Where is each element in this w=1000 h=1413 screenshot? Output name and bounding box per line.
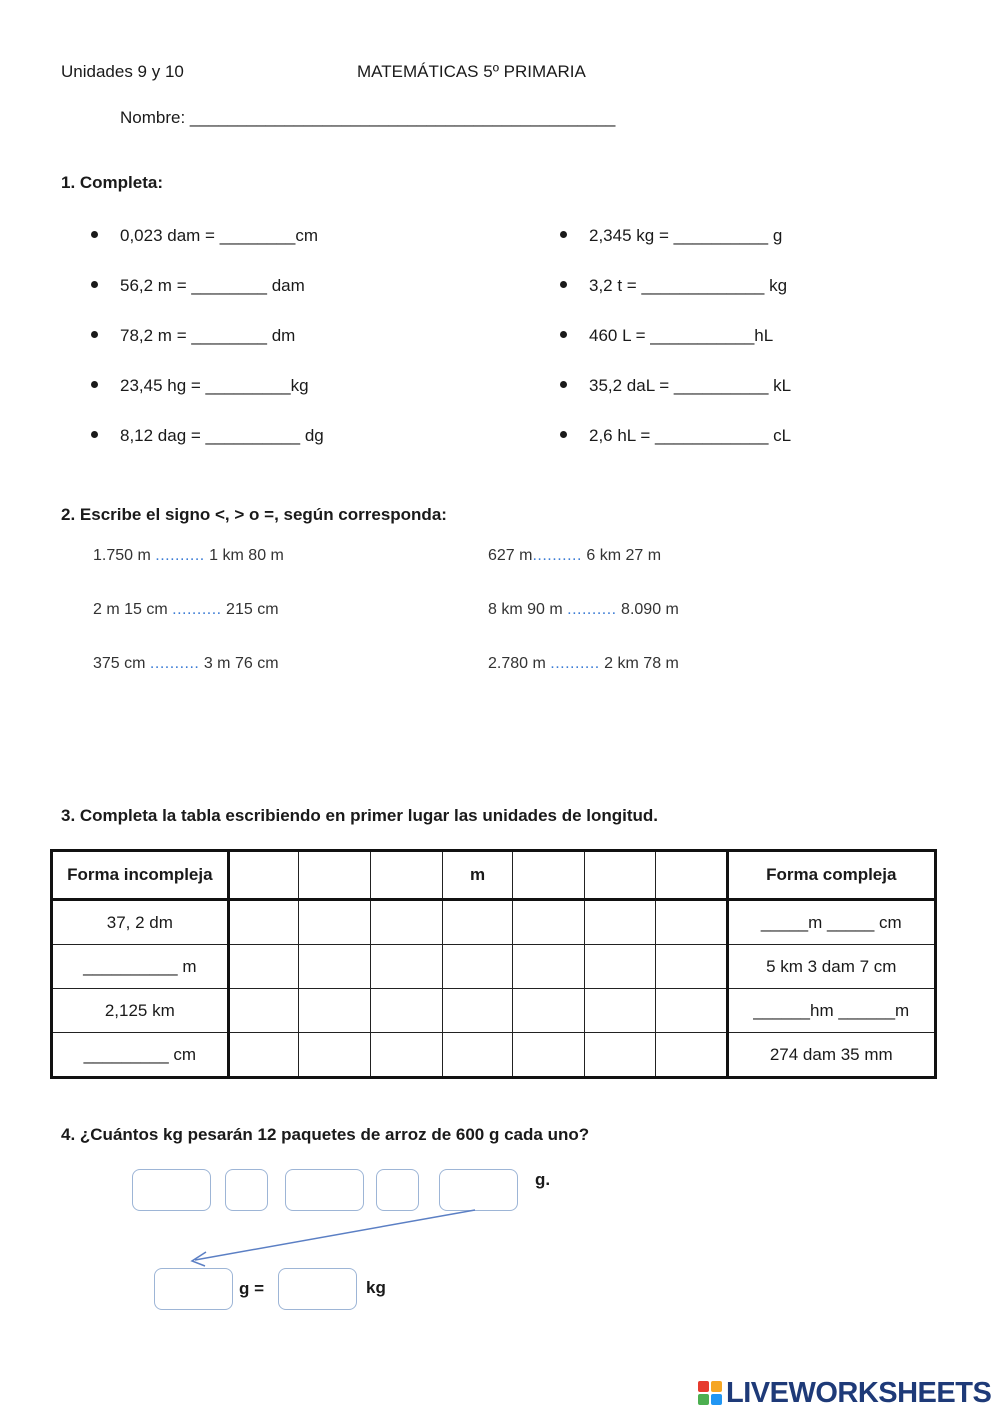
- header-unit-cell[interactable]: [299, 851, 371, 900]
- table-row: [52, 1033, 936, 1078]
- digit-cell[interactable]: [655, 989, 727, 1033]
- s1-right-item-5: 2,6 hL = ____________ cL: [560, 426, 791, 446]
- digit-cell[interactable]: [371, 945, 443, 989]
- header-forma-compleja: Forma compleja: [727, 851, 935, 900]
- answer-dots[interactable]: ..........: [172, 601, 222, 618]
- compare-item-6: 2.780 m .......... 2 km 78 m: [488, 655, 679, 672]
- units-title: Unidades 9 y 10: [61, 62, 184, 81]
- bullet-icon: [560, 431, 567, 438]
- compleja-cell[interactable]: 274 dam 35 mm: [727, 1033, 935, 1078]
- name-field: Nombre: _____________________________________________: [120, 108, 616, 127]
- compare-item-1: 1.750 m .......... 1 km 80 m: [93, 547, 284, 564]
- units-table: [50, 849, 937, 1079]
- s1-right-item-3: 460 L = ___________hL: [560, 326, 773, 346]
- digit-cell[interactable]: [442, 1033, 513, 1078]
- digit-cell[interactable]: [228, 1033, 299, 1078]
- digit-cell[interactable]: [513, 989, 585, 1033]
- digit-cell[interactable]: [228, 989, 299, 1033]
- answer-dots[interactable]: ..........: [155, 547, 205, 564]
- bullet-icon: [91, 281, 98, 288]
- bullet-icon: [560, 331, 567, 338]
- incompleja-cell[interactable]: 37, 2 dm: [52, 900, 229, 945]
- bullet-icon: [91, 431, 98, 438]
- header-forma-incompleja: Forma incompleja: [52, 851, 229, 900]
- digit-cell[interactable]: [585, 989, 656, 1033]
- compare-item-3: 2 m 15 cm .......... 215 cm: [93, 601, 279, 618]
- table-header-row: [52, 851, 936, 900]
- subject-title: MATEMÁTICAS 5º PRIMARIA: [357, 62, 586, 81]
- compare-item-4: 8 km 90 m .......... 8.090 m: [488, 601, 679, 618]
- digit-cell[interactable]: [442, 945, 513, 989]
- s1-left-item-4: 23,45 hg = _________kg: [91, 376, 309, 396]
- s1-right-item-1: 2,345 kg = __________ g: [560, 226, 782, 246]
- header-unit-cell[interactable]: [228, 851, 299, 900]
- digit-cell[interactable]: [585, 945, 656, 989]
- digit-cell[interactable]: [513, 945, 585, 989]
- digit-cell[interactable]: [299, 900, 371, 945]
- table-row: [52, 945, 936, 989]
- liveworksheets-logo: [698, 1378, 991, 1408]
- answer-dots[interactable]: ..........: [532, 547, 582, 564]
- answer-dots[interactable]: ..........: [149, 655, 200, 672]
- header-unit-cell[interactable]: [371, 851, 443, 900]
- digit-cell[interactable]: [371, 989, 443, 1033]
- incompleja-cell[interactable]: 2,125 km: [52, 989, 229, 1033]
- bullet-icon: [560, 231, 567, 238]
- s1-left-item-3: 78,2 m = ________ dm: [91, 326, 295, 346]
- arrow-icon: [185, 1205, 485, 1270]
- incompleja-cell[interactable]: _________ cm: [52, 1033, 229, 1078]
- digit-cell[interactable]: [513, 900, 585, 945]
- answer-box-kg[interactable]: [278, 1268, 357, 1310]
- brand-name: LIVEWORKSHEETS: [726, 1376, 992, 1409]
- section4-title: 4. ¿Cuántos kg pesarán 12 paquetes de arroz de 600 g cada uno?: [61, 1125, 590, 1144]
- digit-cell[interactable]: [299, 1033, 371, 1078]
- answer-dots[interactable]: ..........: [567, 601, 617, 618]
- digit-cell[interactable]: [442, 989, 513, 1033]
- kg-label: kg: [366, 1278, 386, 1297]
- digit-cell[interactable]: [655, 945, 727, 989]
- section1-title: 1. Completa:: [61, 173, 164, 192]
- digit-cell[interactable]: [299, 989, 371, 1033]
- s1-left-item-5: 8,12 dag = __________ dg: [91, 426, 324, 446]
- digit-cell[interactable]: [655, 900, 727, 945]
- header-unit-cell[interactable]: [655, 851, 727, 900]
- compleja-cell[interactable]: _____m _____ cm: [727, 900, 935, 945]
- section3-title: 3. Completa la tabla escribiendo en primer lugar las unidades de longitud.: [61, 806, 659, 825]
- incompleja-cell[interactable]: __________ m: [52, 945, 229, 989]
- bullet-icon: [91, 331, 98, 338]
- digit-cell[interactable]: [585, 900, 656, 945]
- digit-cell[interactable]: [442, 900, 513, 945]
- digit-cell[interactable]: [371, 1033, 443, 1078]
- bullet-icon: [560, 381, 567, 388]
- s1-left-item-2: 56,2 m = ________ dam: [91, 276, 305, 296]
- digit-cell[interactable]: [655, 1033, 727, 1078]
- compleja-cell[interactable]: 5 km 3 dam 7 cm: [727, 945, 935, 989]
- bullet-icon: [91, 231, 98, 238]
- grams-label: g.: [535, 1170, 551, 1189]
- header-unit-cell[interactable]: [585, 851, 656, 900]
- digit-cell[interactable]: [299, 945, 371, 989]
- digit-cell[interactable]: [371, 900, 443, 945]
- bullet-icon: [91, 381, 98, 388]
- header-unit-cell[interactable]: [513, 851, 585, 900]
- answer-dots[interactable]: ..........: [550, 655, 600, 672]
- answer-box-grams[interactable]: [154, 1268, 233, 1310]
- compare-item-5: 375 cm .......... 3 m 76 cm: [93, 655, 279, 672]
- compleja-cell[interactable]: ______hm ______m: [727, 989, 935, 1033]
- header-unit-m: m: [442, 851, 513, 900]
- digit-cell[interactable]: [228, 945, 299, 989]
- table-row: [52, 989, 936, 1033]
- compare-item-2: 627 m.......... 6 km 27 m: [488, 547, 662, 564]
- s1-right-item-2: 3,2 t = _____________ kg: [560, 276, 787, 296]
- grams-equals-label: g =: [239, 1279, 265, 1298]
- digit-cell[interactable]: [585, 1033, 656, 1078]
- section2-title: 2. Escribe el signo <, > o =, según corresponda:: [61, 505, 447, 524]
- digit-cell[interactable]: [513, 1033, 585, 1078]
- table-row: [52, 900, 936, 945]
- s1-right-item-4: 35,2 daL = __________ kL: [560, 376, 791, 396]
- bullet-icon: [560, 281, 567, 288]
- s1-left-item-1: 0,023 dam = ________cm: [91, 226, 318, 246]
- liveworksheets-mark-icon: [698, 1381, 722, 1405]
- digit-cell[interactable]: [228, 900, 299, 945]
